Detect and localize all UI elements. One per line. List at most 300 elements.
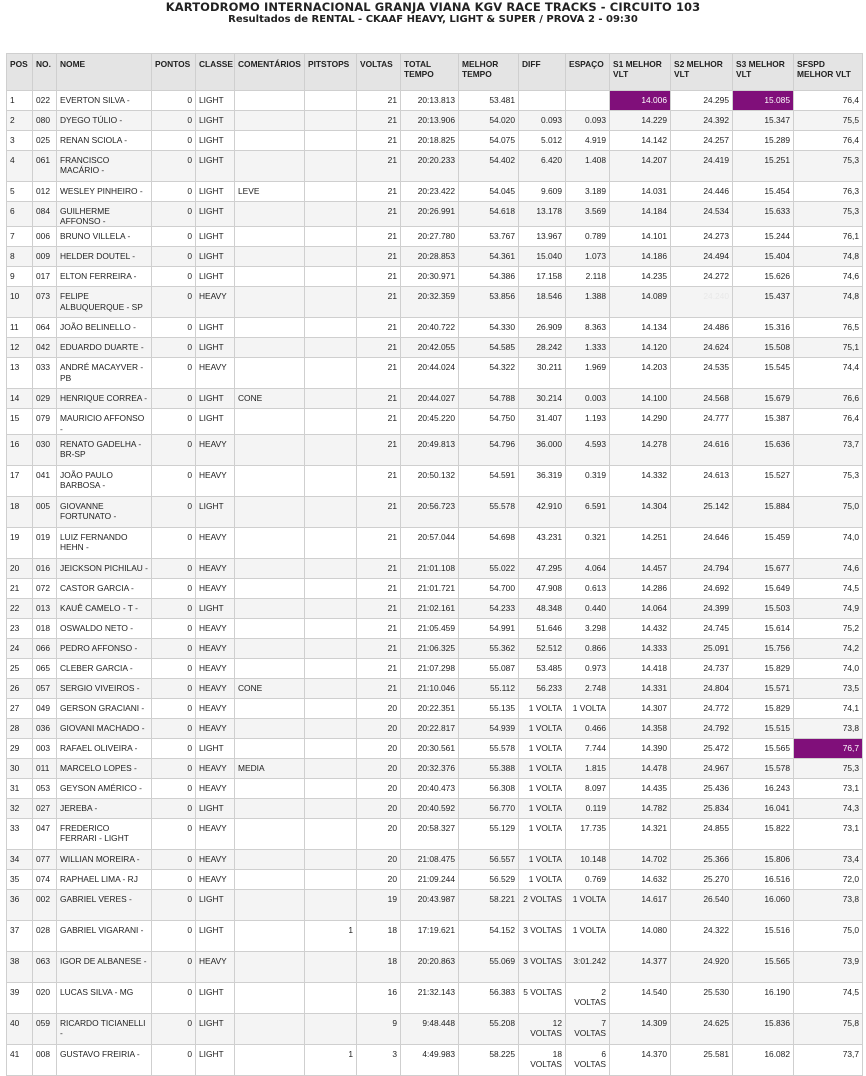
comentarios-cell <box>235 247 305 267</box>
sfspd-cell: 73,1 <box>794 778 863 798</box>
s2-cell: 24.737 <box>671 658 733 678</box>
melhor-tempo-cell: 55.362 <box>459 638 519 658</box>
melhor-tempo-cell: 56.308 <box>459 778 519 798</box>
comentarios-cell <box>235 798 305 818</box>
s3-cell: 15.316 <box>733 318 794 338</box>
diff-cell: 5.012 <box>519 131 566 151</box>
diff-cell: 18.546 <box>519 287 566 318</box>
comentarios-cell <box>235 818 305 849</box>
nome-cell: FELIPE ALBUQUERQUE - SP <box>57 287 152 318</box>
pitstops-cell <box>305 227 357 247</box>
total-tempo-cell: 20:26.991 <box>401 202 459 227</box>
melhor-tempo-cell: 54.152 <box>459 920 519 951</box>
melhor-tempo-cell: 54.045 <box>459 182 519 202</box>
table-row <box>7 131 863 151</box>
total-tempo-cell: 21:01.108 <box>401 558 459 578</box>
s2-cell: 24.535 <box>671 358 733 389</box>
voltas-cell: 21 <box>357 131 401 151</box>
melhor-tempo-cell: 54.361 <box>459 247 519 267</box>
num-cell: 064 <box>33 318 57 338</box>
pontos-cell: 0 <box>152 131 196 151</box>
comentarios-cell: MEDIA <box>235 758 305 778</box>
num-cell: 033 <box>33 358 57 389</box>
s3-cell: 15.822 <box>733 818 794 849</box>
voltas-cell: 21 <box>357 151 401 182</box>
s3-cell: 15.571 <box>733 678 794 698</box>
table-row <box>7 618 863 638</box>
s3-cell: 16.041 <box>733 798 794 818</box>
pitstops-cell <box>305 951 357 982</box>
comentarios-cell <box>235 151 305 182</box>
melhor-tempo-cell: 55.578 <box>459 738 519 758</box>
voltas-cell: 21 <box>357 434 401 465</box>
pitstops-cell <box>305 578 357 598</box>
pontos-cell: 0 <box>152 849 196 869</box>
table-row <box>7 202 863 227</box>
pos-cell: 10 <box>7 287 33 318</box>
melhor-tempo-cell: 54.591 <box>459 465 519 496</box>
pontos-cell: 0 <box>152 951 196 982</box>
comentarios-cell <box>235 527 305 558</box>
total-tempo-cell: 20:40.473 <box>401 778 459 798</box>
voltas-cell: 9 <box>357 1013 401 1044</box>
total-tempo-cell: 20:45.220 <box>401 409 459 434</box>
pos-cell: 28 <box>7 718 33 738</box>
sfspd-cell: 75,1 <box>794 338 863 358</box>
diff-cell: 1 VOLTA <box>519 798 566 818</box>
s2-cell: 24.295 <box>671 91 733 111</box>
total-tempo-cell: 20:43.987 <box>401 889 459 920</box>
pontos-cell: 0 <box>152 678 196 698</box>
sfspd-cell: 74,5 <box>794 578 863 598</box>
diff-cell: 47.908 <box>519 578 566 598</box>
col-voltas: VOLTAS <box>357 54 401 91</box>
melhor-tempo-cell: 54.618 <box>459 202 519 227</box>
espaco-cell: 1 VOLTA <box>566 920 610 951</box>
s2-cell: 26.540 <box>671 889 733 920</box>
sfspd-cell: 74,6 <box>794 558 863 578</box>
nome-cell: GUILHERME AFFONSO - <box>57 202 152 227</box>
total-tempo-cell: 21:07.298 <box>401 658 459 678</box>
sfspd-cell: 76,3 <box>794 182 863 202</box>
sfspd-cell: 74,5 <box>794 982 863 1013</box>
table-row <box>7 318 863 338</box>
s3-cell: 15.614 <box>733 618 794 638</box>
pontos-cell: 0 <box>152 227 196 247</box>
espaco-cell: 4.919 <box>566 131 610 151</box>
voltas-cell: 21 <box>357 558 401 578</box>
table-row <box>7 738 863 758</box>
melhor-tempo-cell: 54.788 <box>459 389 519 409</box>
table-row <box>7 182 863 202</box>
num-cell: 074 <box>33 869 57 889</box>
pos-cell: 27 <box>7 698 33 718</box>
diff-cell: 43.231 <box>519 527 566 558</box>
nome-cell: WESLEY PINHEIRO - <box>57 182 152 202</box>
sfspd-cell: 74,8 <box>794 287 863 318</box>
s1-cell: 14.120 <box>610 338 671 358</box>
s2-cell: 24.419 <box>671 151 733 182</box>
classe-cell: LIGHT <box>196 151 235 182</box>
classe-cell: HEAVY <box>196 758 235 778</box>
diff-cell: 15.040 <box>519 247 566 267</box>
nome-cell: FREDERICO FERRARI - LIGHT <box>57 818 152 849</box>
sfspd-cell: 75,2 <box>794 618 863 638</box>
voltas-cell: 3 <box>357 1044 401 1075</box>
classe-cell: LIGHT <box>196 338 235 358</box>
pos-cell: 34 <box>7 849 33 869</box>
comentarios-cell: CONE <box>235 678 305 698</box>
comentarios-cell <box>235 465 305 496</box>
s3-cell: 15.565 <box>733 951 794 982</box>
num-cell: 080 <box>33 111 57 131</box>
melhor-tempo-cell: 55.578 <box>459 496 519 527</box>
pitstops-cell <box>305 889 357 920</box>
voltas-cell: 21 <box>357 318 401 338</box>
classe-cell: HEAVY <box>196 658 235 678</box>
pontos-cell: 0 <box>152 718 196 738</box>
espaco-cell: 0.119 <box>566 798 610 818</box>
col-s1: S1 MELHOR VLT <box>610 54 671 91</box>
s1-cell: 14.358 <box>610 718 671 738</box>
s2-cell: 24.804 <box>671 678 733 698</box>
table-row <box>7 849 863 869</box>
nome-cell: CLEBER GARCIA - <box>57 658 152 678</box>
comentarios-cell <box>235 227 305 247</box>
s3-cell: 15.565 <box>733 738 794 758</box>
s3-cell: 15.437 <box>733 287 794 318</box>
voltas-cell: 21 <box>357 578 401 598</box>
melhor-tempo-cell: 54.991 <box>459 618 519 638</box>
sfspd-cell: 75,0 <box>794 920 863 951</box>
pontos-cell: 0 <box>152 738 196 758</box>
comentarios-cell <box>235 202 305 227</box>
voltas-cell: 20 <box>357 869 401 889</box>
total-tempo-cell: 20:56.723 <box>401 496 459 527</box>
total-tempo-cell: 20:32.359 <box>401 287 459 318</box>
pontos-cell: 0 <box>152 889 196 920</box>
pos-cell: 9 <box>7 267 33 287</box>
s3-cell: 15.387 <box>733 409 794 434</box>
total-tempo-cell: 20:13.906 <box>401 111 459 131</box>
num-cell: 006 <box>33 227 57 247</box>
voltas-cell: 20 <box>357 718 401 738</box>
pos-cell: 21 <box>7 578 33 598</box>
nome-cell: MARCELO LOPES - <box>57 758 152 778</box>
s1-cell: 14.251 <box>610 527 671 558</box>
comentarios-cell <box>235 358 305 389</box>
melhor-tempo-cell: 54.020 <box>459 111 519 131</box>
voltas-cell: 21 <box>357 658 401 678</box>
nome-cell: RAPHAEL LIMA - RJ <box>57 869 152 889</box>
total-tempo-cell: 20:32.376 <box>401 758 459 778</box>
num-cell: 077 <box>33 849 57 869</box>
pitstops-cell <box>305 618 357 638</box>
sfspd-cell: 76,1 <box>794 227 863 247</box>
melhor-tempo-cell: 55.022 <box>459 558 519 578</box>
diff-cell: 1 VOLTA <box>519 869 566 889</box>
pos-cell: 12 <box>7 338 33 358</box>
col-melhor-tempo: MELHOR TEMPO <box>459 54 519 91</box>
voltas-cell: 21 <box>357 338 401 358</box>
table-row <box>7 698 863 718</box>
col-nome: NOME <box>57 54 152 91</box>
nome-cell: GIOVANI MACHADO - <box>57 718 152 738</box>
sfspd-cell: 75,3 <box>794 758 863 778</box>
nome-cell: HELDER DOUTEL - <box>57 247 152 267</box>
sfspd-cell: 76,4 <box>794 131 863 151</box>
diff-cell: 28.242 <box>519 338 566 358</box>
classe-cell: LIGHT <box>196 318 235 338</box>
voltas-cell: 21 <box>357 247 401 267</box>
s2-cell: 25.091 <box>671 638 733 658</box>
classe-cell: LIGHT <box>196 1044 235 1075</box>
comentarios-cell <box>235 558 305 578</box>
s1-cell: 14.286 <box>610 578 671 598</box>
diff-cell: 51.646 <box>519 618 566 638</box>
pitstops-cell <box>305 434 357 465</box>
voltas-cell: 21 <box>357 678 401 698</box>
espaco-cell: 0.319 <box>566 465 610 496</box>
total-tempo-cell: 21:08.475 <box>401 849 459 869</box>
comentarios-cell <box>235 318 305 338</box>
pos-cell: 37 <box>7 920 33 951</box>
espaco-cell: 1.408 <box>566 151 610 182</box>
pitstops-cell <box>305 465 357 496</box>
s3-cell: 16.060 <box>733 889 794 920</box>
espaco-cell: 0.003 <box>566 389 610 409</box>
s2-cell: 24.494 <box>671 247 733 267</box>
table-row <box>7 678 863 698</box>
pitstops-cell <box>305 358 357 389</box>
classe-cell: LIGHT <box>196 409 235 434</box>
espaco-cell: 2 VOLTAS <box>566 982 610 1013</box>
classe-cell: LIGHT <box>196 202 235 227</box>
table-row <box>7 982 863 1013</box>
sfspd-cell: 76,5 <box>794 318 863 338</box>
s3-cell: 16.516 <box>733 869 794 889</box>
voltas-cell: 21 <box>357 527 401 558</box>
num-cell: 027 <box>33 798 57 818</box>
pontos-cell: 0 <box>152 618 196 638</box>
s1-cell: 14.457 <box>610 558 671 578</box>
nome-cell: GERSON GRACIANI - <box>57 698 152 718</box>
espaco-cell: 1 VOLTA <box>566 698 610 718</box>
num-cell: 011 <box>33 758 57 778</box>
pontos-cell: 0 <box>152 202 196 227</box>
num-cell: 065 <box>33 658 57 678</box>
classe-cell: HEAVY <box>196 287 235 318</box>
num-cell: 013 <box>33 598 57 618</box>
total-tempo-cell: 20:22.817 <box>401 718 459 738</box>
voltas-cell: 21 <box>357 496 401 527</box>
s3-cell: 15.679 <box>733 389 794 409</box>
s2-cell: 25.834 <box>671 798 733 818</box>
voltas-cell: 21 <box>357 389 401 409</box>
comentarios-cell <box>235 889 305 920</box>
nome-cell: JOÃO BELINELLO - <box>57 318 152 338</box>
s2-cell: 25.142 <box>671 496 733 527</box>
s2-cell: 24.240 <box>671 287 733 318</box>
s3-cell: 15.829 <box>733 658 794 678</box>
pontos-cell: 0 <box>152 111 196 131</box>
num-cell: 079 <box>33 409 57 434</box>
comentarios-cell <box>235 982 305 1013</box>
espaco-cell: 0.321 <box>566 527 610 558</box>
table-row <box>7 818 863 849</box>
col-classe: CLASSE <box>196 54 235 91</box>
espaco-cell: 0.973 <box>566 658 610 678</box>
classe-cell: HEAVY <box>196 698 235 718</box>
voltas-cell: 21 <box>357 618 401 638</box>
comentarios-cell <box>235 578 305 598</box>
pontos-cell: 0 <box>152 465 196 496</box>
s2-cell: 24.855 <box>671 818 733 849</box>
pitstops-cell <box>305 338 357 358</box>
s2-cell: 25.270 <box>671 869 733 889</box>
classe-cell: HEAVY <box>196 849 235 869</box>
classe-cell: LIGHT <box>196 1013 235 1044</box>
pitstops-cell: 1 <box>305 1044 357 1075</box>
comentarios-cell: LEVE <box>235 182 305 202</box>
s2-cell: 24.568 <box>671 389 733 409</box>
diff-cell: 0.093 <box>519 111 566 131</box>
diff-cell: 1 VOLTA <box>519 778 566 798</box>
sfspd-cell: 76,4 <box>794 91 863 111</box>
s1-cell: 14.377 <box>610 951 671 982</box>
s1-cell: 14.540 <box>610 982 671 1013</box>
s1-cell: 14.331 <box>610 678 671 698</box>
melhor-tempo-cell: 55.129 <box>459 818 519 849</box>
s2-cell: 24.777 <box>671 409 733 434</box>
espaco-cell: 2.748 <box>566 678 610 698</box>
sfspd-cell: 74,2 <box>794 638 863 658</box>
espaco-cell: 4.064 <box>566 558 610 578</box>
melhor-tempo-cell: 54.386 <box>459 267 519 287</box>
num-cell: 002 <box>33 889 57 920</box>
pitstops-cell <box>305 131 357 151</box>
voltas-cell: 21 <box>357 358 401 389</box>
melhor-tempo-cell: 55.069 <box>459 951 519 982</box>
s2-cell: 24.646 <box>671 527 733 558</box>
pos-cell: 31 <box>7 778 33 798</box>
espaco-cell: 0.866 <box>566 638 610 658</box>
num-cell: 028 <box>33 920 57 951</box>
table-row <box>7 434 863 465</box>
melhor-tempo-cell: 56.557 <box>459 849 519 869</box>
col-pos: POS <box>7 54 33 91</box>
pitstops-cell: 1 <box>305 920 357 951</box>
nome-cell: JOÃO PAULO BARBOSA - <box>57 465 152 496</box>
voltas-cell: 21 <box>357 182 401 202</box>
classe-cell: HEAVY <box>196 718 235 738</box>
espaco-cell: 1.969 <box>566 358 610 389</box>
s2-cell: 24.534 <box>671 202 733 227</box>
pitstops-cell <box>305 151 357 182</box>
table-row <box>7 718 863 738</box>
total-tempo-cell: 20:28.853 <box>401 247 459 267</box>
pontos-cell: 0 <box>152 338 196 358</box>
nome-cell: PEDRO AFFONSO - <box>57 638 152 658</box>
s3-cell: 15.454 <box>733 182 794 202</box>
voltas-cell: 20 <box>357 798 401 818</box>
comentarios-cell <box>235 1044 305 1075</box>
s1-cell: 14.304 <box>610 496 671 527</box>
sfspd-cell: 73,9 <box>794 951 863 982</box>
diff-cell: 13.967 <box>519 227 566 247</box>
espaco-cell: 0.769 <box>566 869 610 889</box>
espaco-cell: 1.193 <box>566 409 610 434</box>
comentarios-cell <box>235 638 305 658</box>
num-cell: 041 <box>33 465 57 496</box>
classe-cell: LIGHT <box>196 598 235 618</box>
pitstops-cell <box>305 182 357 202</box>
espaco-cell: 0.466 <box>566 718 610 738</box>
s3-cell: 15.503 <box>733 598 794 618</box>
nome-cell: JEICKSON PICHILAU - <box>57 558 152 578</box>
classe-cell: LIGHT <box>196 182 235 202</box>
table-row <box>7 465 863 496</box>
s2-cell: 25.530 <box>671 982 733 1013</box>
s1-cell: 14.333 <box>610 638 671 658</box>
espaco-cell: 1.388 <box>566 287 610 318</box>
nome-cell: DYEGO TÚLIO - <box>57 111 152 131</box>
s3-cell: 15.806 <box>733 849 794 869</box>
diff-cell: 1 VOLTA <box>519 758 566 778</box>
voltas-cell: 20 <box>357 738 401 758</box>
pos-cell: 32 <box>7 798 33 818</box>
s3-cell: 15.289 <box>733 131 794 151</box>
pos-cell: 6 <box>7 202 33 227</box>
s1-cell: 14.435 <box>610 778 671 798</box>
num-cell: 017 <box>33 267 57 287</box>
voltas-cell: 21 <box>357 111 401 131</box>
total-tempo-cell: 20:20.233 <box>401 151 459 182</box>
sfspd-cell: 74,9 <box>794 598 863 618</box>
comentarios-cell <box>235 698 305 718</box>
voltas-cell: 20 <box>357 698 401 718</box>
pontos-cell: 0 <box>152 818 196 849</box>
sfspd-cell: 73,8 <box>794 718 863 738</box>
pitstops-cell <box>305 558 357 578</box>
diff-cell: 9.609 <box>519 182 566 202</box>
total-tempo-cell: 20:40.592 <box>401 798 459 818</box>
table-row <box>7 527 863 558</box>
s2-cell: 24.272 <box>671 267 733 287</box>
s2-cell: 24.399 <box>671 598 733 618</box>
diff-cell: 17.158 <box>519 267 566 287</box>
espaco-cell: 17.735 <box>566 818 610 849</box>
num-cell: 029 <box>33 389 57 409</box>
total-tempo-cell: 9:48.448 <box>401 1013 459 1044</box>
s2-cell: 24.392 <box>671 111 733 131</box>
classe-cell: HEAVY <box>196 578 235 598</box>
espaco-cell <box>566 91 610 111</box>
melhor-tempo-cell: 56.770 <box>459 798 519 818</box>
total-tempo-cell: 17:19.621 <box>401 920 459 951</box>
pontos-cell: 0 <box>152 389 196 409</box>
espaco-cell: 1 VOLTA <box>566 889 610 920</box>
pontos-cell: 0 <box>152 778 196 798</box>
sfspd-cell: 72,0 <box>794 869 863 889</box>
comentarios-cell <box>235 338 305 358</box>
pontos-cell: 0 <box>152 91 196 111</box>
table-row <box>7 638 863 658</box>
pos-cell: 17 <box>7 465 33 496</box>
comentarios-cell <box>235 131 305 151</box>
s3-cell: 15.508 <box>733 338 794 358</box>
nome-cell: EVERTON SILVA - <box>57 91 152 111</box>
